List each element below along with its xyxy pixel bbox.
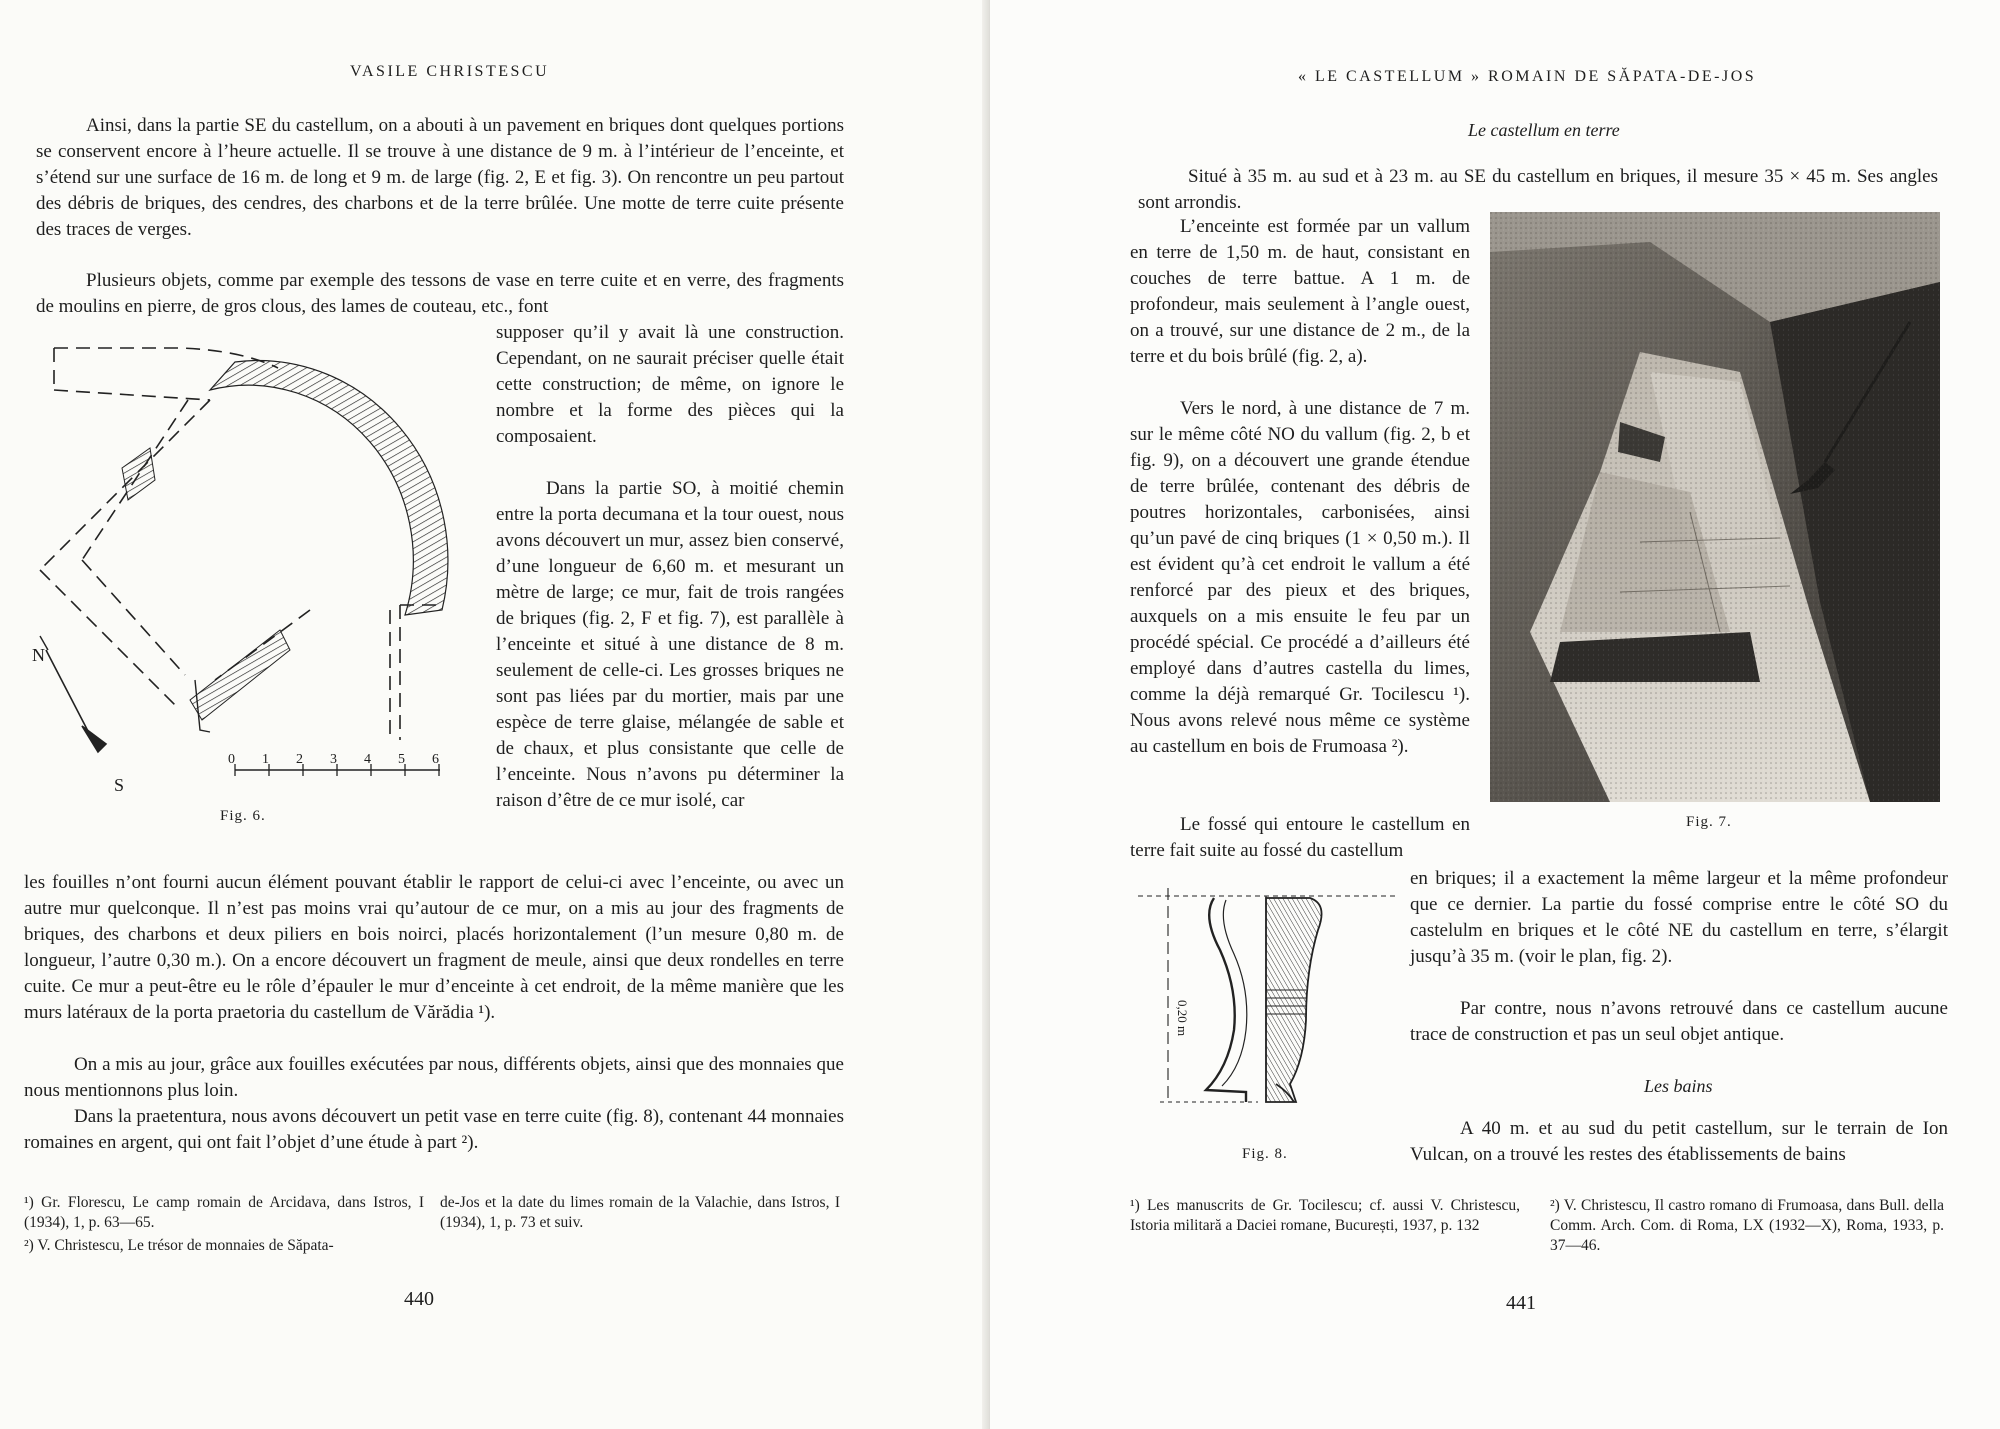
- fig7-excavation-photo: [1490, 212, 1940, 802]
- running-head-right: « LE CASTELLUM » ROMAIN DE SĂPATA-DE-JOS: [1298, 68, 1757, 85]
- scale-label: 4: [364, 752, 371, 767]
- fig6-north-label: N: [32, 645, 45, 665]
- paragraph-mur-so: Dans la partie SO, à moitié chemin entre la porta decumana et la tour ouest, nous avons découvert un mur, assez bien conservé, d’une longueur de 6,60 m. et mesurant un mètre de large; ce mur, fait de trois rangées de briques (fig. 2, F et fig. 7), est parallèle à l’enceinte et situé à une distance de 8 m. seulement de celle-ci. Les grosses briques ne sont pas liées par du mortier, mais par une espèce de terre glaise, mélangée de sable et de chaux, et plus consistante que celle de l’enceinte. Nous n’avons pu déterminer la raison d’être de ce mur isolé, car: [496, 478, 844, 811]
- paragraph-fosse: Le fossé qui entoure le castellum en terre fait suite au fossé du castellum: [1130, 814, 1470, 861]
- section-heading-bains: Les bains: [1644, 1076, 1713, 1096]
- paragraph-par-contre: Par contre, nous n’avons retrouvé dans ce castellum aucune trace de construction et pas un seul objet antique.: [1410, 998, 1948, 1045]
- paragraph-construction: supposer qu’il y avait là une construction. Cependant, on ne saurait préciser quelle était cette construction; de même, on ignore le nombre et la forme des pièces qui la composaient.: [496, 322, 844, 447]
- paragraph-enceinte: L’enceinte est formée par un vallum en terre de 1,50 m. de haut, consistant en couches de terre battue. A 1 m. de profondeur, mais seulement à l’angle ouest, on a trouvé, sur une distance de 2 m., de la terre et du bois brûlé (fig. 2, a).: [1130, 216, 1470, 367]
- section-heading-castellum-terre: Le castellum en terre: [1468, 120, 1620, 140]
- paragraph-en-briques: en briques; il a exactement la même largeur et la même profondeur que ce dernier. La partie du fossé comprise entre le côté SO du castelulm en briques et le côté NE du castellum en terre, s’élargit jusqu’à 35 m. (voir le plan, fig. 2).: [1410, 868, 1948, 967]
- footnote-1-left: ¹) Gr. Florescu, Le camp romain de Arcidava, dans Istros, I (1934), 1, p. 63—65.: [24, 1194, 424, 1231]
- scale-label: 0: [228, 752, 235, 767]
- page-number-left: 440: [404, 1288, 434, 1310]
- fig6-plan-drawing: [30, 340, 460, 800]
- footnote-2-continued: de-Jos et la date du limes romain de la Valachie, dans Istros, I (1934), 1, p. 73 et suiv.: [440, 1194, 840, 1231]
- paragraph-fouilles: les fouilles n’ont fourni aucun élément pouvant établir le rapport de celui-ci avec l’enceinte, ou avec un autre mur quelconque. Il n’est pas moins vrai qu’autour de ce mur, on a mis au jour des fragments de briques, des charbons et deux piliers en bois noirci, placés horizontalement (l’un mesure 0,80 m. de longueur, l’autre 0,30 m.). On a encore découvert un fragment de meule, ainsi que deux rondelles en terre cuite. Ce mur a peut-être eu le rôle d’épauler le mur d’enceinte à cet endroit, de la même manière que les murs latéraux de la porta praetoria du castellum de Vărădia ¹).: [24, 872, 844, 1023]
- left-page: [0, 0, 990, 1429]
- paragraph-objects: Plusieurs objets, comme par exemple des tessons de vase en terre cuite et en verre, des fragments de moulins en pierre, de gros clous, des lames de couteau, etc., font: [36, 270, 844, 317]
- scale-label: 1: [262, 752, 269, 767]
- scale-label: 2: [296, 752, 303, 767]
- footnote-2-right: ²) V. Christescu, Il castro romano di Frumoasa, dans Bull. della Comm. Arch. Com. di Roma, LX (1932—X), Roma, 1933, p. 37—46.: [1550, 1197, 1944, 1254]
- fig6-curved-wall: [210, 361, 448, 615]
- paragraph-a-40-m: A 40 m. et au sud du petit castellum, sur le terrain de Ion Vulcan, on a trouvé les restes des établissements de bains: [1410, 1118, 1948, 1165]
- footnote-2-left: ²) V. Christescu, Le trésor de monnaies de Săpata-: [24, 1237, 334, 1254]
- paragraph-vers-le-nord: Vers le nord, à une distance de 7 m. sur le même côté NO du vallum (fig. 2, b et fig. 9), on a découvert une grande étendue de terre brûlée, contenant des débris de poutres horizontales, carbonisées, ainsi qu’un pavé de cinq briques (1 × 0,50 m.). Il est évident qu’à cet endroit le vallum a été renforcé par des pieux et des briques, auxquels on a mis ensuite le feu par un procédé spécial. Ce procédé a d’ailleurs été employé dans d’autres castella du limes, comme la déjà remarqué Gr. Tocilescu ¹). Nous avons relevé nous même ce système au castellum en bois de Frumoasa ²).: [1130, 398, 1470, 757]
- scale-label: 6: [432, 752, 439, 767]
- fig6-scale-labels: [228, 752, 458, 772]
- fig6-caption: Fig. 6.: [220, 808, 266, 824]
- footnote-1-right: ¹) Les manuscrits de Gr. Tocilescu; cf. aussi V. Christescu, Istoria militară a Daciei romane, București, 1937, p. 132: [1130, 1197, 1520, 1234]
- paragraph-situe: Situé à 35 m. au sud et à 23 m. au SE du castellum en briques, il mesure 35 × 45 m. Ses angles sont arrondis.: [1138, 166, 1938, 213]
- scale-label: 5: [398, 752, 405, 767]
- page-number-right: 441: [1506, 1292, 1536, 1314]
- fig8-caption: Fig. 8.: [1242, 1146, 1288, 1162]
- scale-label: 3: [330, 752, 337, 767]
- paragraph-praetentura: Dans la praetentura, nous avons découvert un petit vase en terre cuite (fig. 8), contenant 44 monnaies romaines en argent, qui ont fait l’objet d’une étude à part ²).: [24, 1106, 844, 1153]
- paragraph-objets: On a mis au jour, grâce aux fouilles exécutées par nous, différents objets, ainsi que des monnaies que nous mentionnons plus loin.: [24, 1054, 844, 1101]
- fig8-dimension-label: 0,20 m: [1175, 1000, 1190, 1037]
- fig7-caption: Fig. 7.: [1686, 814, 1732, 830]
- right-page: [990, 0, 2000, 1429]
- running-head-left: VASILE CHRISTESCU: [350, 63, 550, 80]
- paragraph-pavement: Ainsi, dans la partie SE du castellum, on a abouti à un pavement en briques dont quelques portions se conservent encore à l’heure actuelle. Il se trouve à une distance de 9 m. à l’intérieur de l’enceinte, et s’étend sur une surface de 16 m. de long et 9 m. de large (fig. 2, E et fig. 3). On rencontre un peu partout des débris de briques, des cendres, des charbons et de la terre brûlée. Une motte de terre cuite présente des traces de verges.: [36, 115, 844, 240]
- fig6-south-label: S: [114, 775, 125, 795]
